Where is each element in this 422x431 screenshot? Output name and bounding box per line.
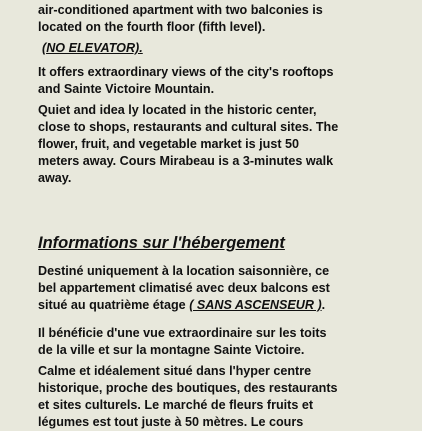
sans-ascenseur-text: ( SANS ASCENSEUR ) — [189, 298, 322, 312]
text-line: and Sainte Victoire Mountain. — [38, 82, 215, 96]
text-line: air-conditioned apartment with two balconies is — [38, 3, 323, 17]
text-line: flower, fruit, and vegetable market is just 50 — [38, 137, 300, 151]
english-floor-paragraph — [38, 2, 418, 36]
text-line: de la ville et sur la montagne Sainte Victoire. — [38, 343, 305, 357]
section-heading: Informations sur l'hébergement — [38, 234, 285, 252]
text-line: close to shops, restaurants and cultural sites. The — [38, 120, 339, 134]
english-location-paragraph — [38, 102, 418, 187]
text-fragment: situé au quatrième étage — [38, 298, 186, 312]
text-line: Il bénéficie d'une vue extraordinaire sur les toits — [38, 326, 327, 340]
text-line: Calme et idéalement situé dans l'hyper centre — [38, 364, 312, 378]
text-line: Quiet and idea ly located in the historic center, — [38, 103, 317, 117]
french-location-paragraph — [38, 363, 418, 431]
no-elevator-text: (NO ELEVATOR). — [42, 41, 143, 55]
text-fragment: . — [321, 298, 326, 312]
text-line: et sites culturels. Le marché de fleurs fruits et — [38, 398, 314, 412]
text-line: légumes est tout juste à 50 mètres. Le cours — [38, 415, 304, 429]
text-line: away. — [38, 171, 72, 185]
text-line: Destiné uniquement à la location saisonnière, ce — [38, 264, 330, 278]
text-line — [38, 297, 418, 314]
text-line: bel appartement climatisé avec deux balcons est — [38, 281, 330, 295]
no-elevator-note — [42, 40, 422, 57]
french-floor-paragraph — [38, 263, 418, 314]
text-line: meters away. Cours Mirabeau is a 3-minutes walk — [38, 154, 334, 168]
text-line: historique, proche des boutiques, des restaurants — [38, 381, 338, 395]
text-line: located on the fourth floor (fifth level). — [38, 20, 266, 34]
english-views-paragraph — [38, 64, 418, 98]
french-views-paragraph — [38, 325, 418, 359]
text-line: It offers extraordinary views of the city's rooftops — [38, 65, 334, 79]
